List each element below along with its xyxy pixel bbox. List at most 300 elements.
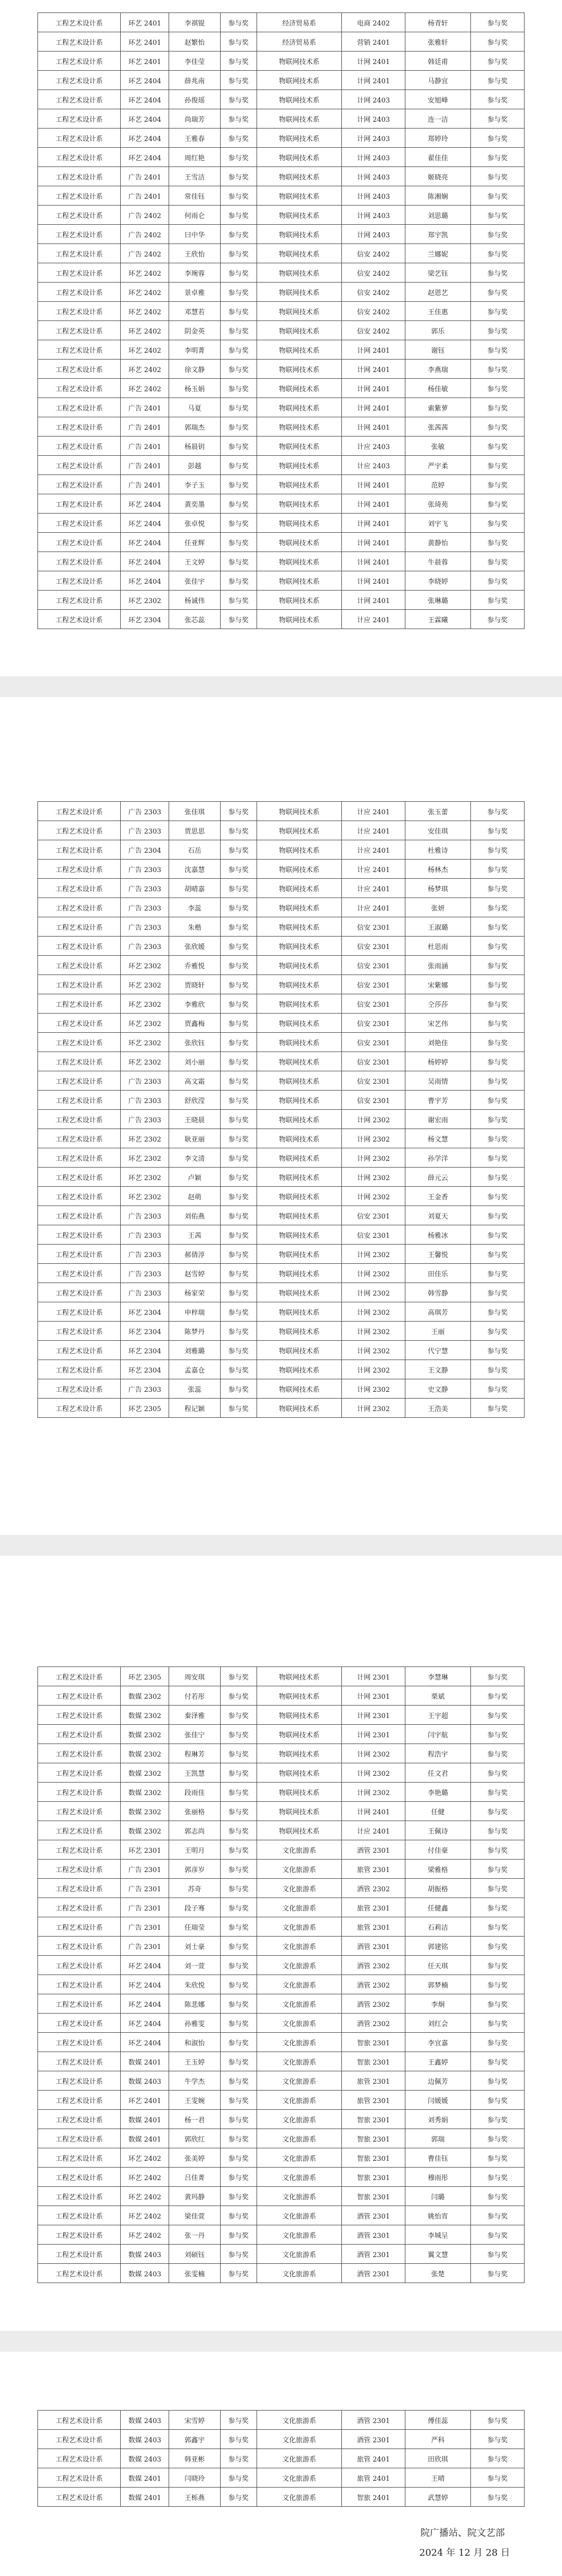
name-cell: 刘宇飞 bbox=[405, 514, 470, 533]
department-cell: 文化旅游系 bbox=[257, 2148, 342, 2168]
award-cell: 参与奖 bbox=[471, 2129, 525, 2148]
class-cell: 计网 2401 bbox=[342, 552, 405, 571]
department-cell: 工程艺术设计系 bbox=[38, 1860, 121, 1879]
table-row bbox=[38, 2033, 525, 2052]
department-cell: 工程艺术设计系 bbox=[38, 2468, 121, 2488]
name-cell: 尚瑞芳 bbox=[169, 109, 220, 129]
award-cell: 参与奖 bbox=[220, 2071, 257, 2091]
name-cell: 朱楷 bbox=[169, 917, 220, 937]
table-row bbox=[38, 1956, 525, 1975]
table-row bbox=[38, 917, 525, 937]
award-cell: 参与奖 bbox=[471, 1379, 525, 1399]
name-cell: 郭志尚 bbox=[169, 1821, 220, 1840]
award-cell: 参与奖 bbox=[220, 494, 257, 514]
department-cell: 工程艺术设计系 bbox=[38, 1937, 121, 1956]
department-cell: 工程艺术设计系 bbox=[38, 1879, 121, 1898]
department-cell: 工程艺术设计系 bbox=[38, 514, 121, 533]
table-row bbox=[38, 1148, 525, 1168]
name-cell: 郭鑫宇 bbox=[169, 2430, 220, 2449]
name-cell: 宋艺伟 bbox=[405, 1014, 470, 1033]
name-cell: 严科 bbox=[405, 2430, 470, 2449]
department-cell: 工程艺术设计系 bbox=[38, 2225, 121, 2245]
award-cell: 参与奖 bbox=[220, 1052, 257, 1071]
class-cell: 信安 2301 bbox=[342, 1033, 405, 1052]
table-row bbox=[38, 1802, 525, 1821]
table-row bbox=[38, 1283, 525, 1302]
table-row bbox=[38, 2245, 525, 2264]
department-cell: 工程艺术设计系 bbox=[38, 1033, 121, 1052]
department-cell: 工程艺术设计系 bbox=[38, 937, 121, 956]
name-cell: 郭彦岁 bbox=[169, 1860, 220, 1879]
table-row bbox=[38, 552, 525, 571]
department-cell: 物联网技术系 bbox=[257, 1763, 342, 1783]
table-row bbox=[38, 379, 525, 398]
class-cell: 环艺 2402 bbox=[120, 2168, 169, 2187]
class-cell: 计应 2401 bbox=[342, 860, 405, 879]
name-cell: 张佳琪 bbox=[169, 802, 220, 821]
award-cell: 参与奖 bbox=[471, 2430, 525, 2449]
class-cell: 环艺 2302 bbox=[120, 1052, 169, 1071]
name-cell: 彭越 bbox=[169, 456, 220, 475]
name-cell: 张琳璐 bbox=[405, 591, 470, 610]
class-cell: 计网 2401 bbox=[342, 360, 405, 379]
class-cell: 广告 2303 bbox=[120, 802, 169, 821]
name-cell: 刘一萱 bbox=[169, 1956, 220, 1975]
department-cell: 工程艺术设计系 bbox=[38, 1091, 121, 1110]
department-cell: 物联网技术系 bbox=[257, 475, 342, 494]
table-row bbox=[38, 1033, 525, 1052]
department-cell: 物联网技术系 bbox=[257, 167, 342, 186]
name-cell: 刘秀娟 bbox=[405, 2110, 470, 2129]
name-cell: 田欣琪 bbox=[405, 2449, 470, 2468]
table-row bbox=[38, 2225, 525, 2245]
department-cell: 工程艺术设计系 bbox=[38, 610, 121, 629]
class-cell: 智旅 2301 bbox=[342, 2129, 405, 2148]
department-cell: 工程艺术设计系 bbox=[38, 821, 121, 840]
table-row bbox=[38, 1264, 525, 1283]
name-cell: 薛元云 bbox=[405, 1168, 470, 1187]
name-cell: 王淑璐 bbox=[405, 917, 470, 937]
award-cell: 参与奖 bbox=[220, 302, 257, 321]
award-cell: 参与奖 bbox=[220, 552, 257, 571]
class-cell: 环艺 2404 bbox=[120, 90, 169, 109]
class-cell: 广告 2303 bbox=[120, 821, 169, 840]
department-cell: 物联网技术系 bbox=[257, 1168, 342, 1187]
class-cell: 环艺 2402 bbox=[120, 2206, 169, 2225]
name-cell: 张妍 bbox=[405, 898, 470, 917]
name-cell: 李佳莹 bbox=[169, 52, 220, 71]
department-cell: 物联网技术系 bbox=[257, 263, 342, 283]
class-cell: 计网 2403 bbox=[342, 109, 405, 129]
award-cell: 参与奖 bbox=[220, 1225, 257, 1245]
department-cell: 工程艺术设计系 bbox=[38, 2110, 121, 2129]
name-cell: 李祺锟 bbox=[169, 13, 220, 32]
department-cell: 物联网技术系 bbox=[257, 244, 342, 263]
class-cell: 广告 2303 bbox=[120, 917, 169, 937]
award-cell: 参与奖 bbox=[471, 2148, 525, 2168]
name-cell: 李艳璐 bbox=[405, 1783, 470, 1802]
department-cell: 工程艺术设计系 bbox=[38, 2264, 121, 2283]
table-row bbox=[38, 2430, 525, 2449]
class-cell: 智旅 2301 bbox=[342, 2110, 405, 2129]
department-cell: 工程艺术设计系 bbox=[38, 2148, 121, 2168]
department-cell: 物联网技术系 bbox=[257, 975, 342, 994]
award-cell: 参与奖 bbox=[471, 1994, 525, 2014]
award-cell: 参与奖 bbox=[220, 2225, 257, 2245]
department-cell: 工程艺术设计系 bbox=[38, 340, 121, 360]
award-cell: 参与奖 bbox=[471, 475, 525, 494]
class-cell: 环艺 2401 bbox=[120, 2091, 169, 2110]
name-cell: 张琦苑 bbox=[405, 494, 470, 514]
table-row bbox=[38, 533, 525, 552]
class-cell: 环艺 2401 bbox=[120, 32, 169, 52]
award-cell: 参与奖 bbox=[471, 1322, 525, 1341]
name-cell: 何雨仑 bbox=[169, 206, 220, 225]
name-cell: 安旭峰 bbox=[405, 90, 470, 109]
class-cell: 数媒 2403 bbox=[120, 2411, 169, 2430]
table-row bbox=[38, 206, 525, 225]
department-cell: 文化旅游系 bbox=[257, 2468, 342, 2488]
award-cell: 参与奖 bbox=[220, 186, 257, 206]
department-cell: 工程艺术设计系 bbox=[38, 2129, 121, 2148]
class-cell: 数媒 2403 bbox=[120, 2264, 169, 2283]
department-cell: 物联网技术系 bbox=[257, 1071, 342, 1091]
class-cell: 广告 2303 bbox=[120, 1283, 169, 1302]
class-cell: 广告 2402 bbox=[120, 225, 169, 244]
department-cell: 物联网技术系 bbox=[257, 417, 342, 437]
award-cell: 参与奖 bbox=[220, 109, 257, 129]
award-cell: 参与奖 bbox=[220, 2129, 257, 2148]
department-cell: 工程艺术设计系 bbox=[38, 840, 121, 860]
department-cell: 物联网技术系 bbox=[257, 533, 342, 552]
name-cell: 张茜茜 bbox=[405, 417, 470, 437]
department-cell: 工程艺术设计系 bbox=[38, 1302, 121, 1322]
award-table-2 bbox=[37, 801, 525, 1418]
department-cell: 工程艺术设计系 bbox=[38, 1225, 121, 1245]
name-cell: 黄奕墨 bbox=[169, 494, 220, 514]
class-cell: 广告 2303 bbox=[120, 1071, 169, 1091]
name-cell: 李燕瑞 bbox=[405, 360, 470, 379]
name-cell: 闫宇航 bbox=[405, 1725, 470, 1744]
class-cell: 信安 2301 bbox=[342, 994, 405, 1014]
table-row bbox=[38, 1840, 525, 1860]
table-row bbox=[38, 1322, 525, 1341]
award-cell: 参与奖 bbox=[220, 148, 257, 167]
department-cell: 工程艺术设计系 bbox=[38, 1763, 121, 1783]
award-cell: 参与奖 bbox=[220, 360, 257, 379]
class-cell: 计网 2401 bbox=[342, 379, 405, 398]
name-cell: 程记颖 bbox=[169, 1399, 220, 1418]
department-cell: 工程艺术设计系 bbox=[38, 1994, 121, 2014]
department-cell: 物联网技术系 bbox=[257, 1091, 342, 1110]
class-cell: 计应 2401 bbox=[342, 802, 405, 821]
class-cell: 计网 2302 bbox=[342, 1148, 405, 1168]
class-cell: 计网 2403 bbox=[342, 129, 405, 148]
department-cell: 文化旅游系 bbox=[257, 2091, 342, 2110]
class-cell: 计网 2403 bbox=[342, 167, 405, 186]
table-row bbox=[38, 1129, 525, 1148]
class-cell: 信安 2301 bbox=[342, 1225, 405, 1245]
name-cell: 王明月 bbox=[169, 1840, 220, 1860]
name-cell: 张佳宁 bbox=[169, 1725, 220, 1744]
department-cell: 物联网技术系 bbox=[257, 1302, 342, 1322]
department-cell: 工程艺术设计系 bbox=[38, 802, 121, 821]
award-cell: 参与奖 bbox=[220, 1283, 257, 1302]
award-cell: 参与奖 bbox=[220, 1148, 257, 1168]
department-cell: 工程艺术设计系 bbox=[38, 571, 121, 591]
name-cell: 张芯蕊 bbox=[169, 610, 220, 629]
award-cell: 参与奖 bbox=[471, 1879, 525, 1898]
class-cell: 环艺 2404 bbox=[120, 1975, 169, 1994]
award-cell: 参与奖 bbox=[471, 167, 525, 186]
award-cell: 参与奖 bbox=[220, 514, 257, 533]
award-cell: 参与奖 bbox=[471, 1360, 525, 1379]
class-cell: 广告 2303 bbox=[120, 1206, 169, 1225]
department-cell: 物联网技术系 bbox=[257, 1264, 342, 1283]
name-cell: 马夏 bbox=[169, 398, 220, 417]
department-cell: 文化旅游系 bbox=[257, 2225, 342, 2245]
award-cell: 参与奖 bbox=[220, 1071, 257, 1091]
award-cell: 参与奖 bbox=[471, 1302, 525, 1322]
class-cell: 广告 2304 bbox=[120, 840, 169, 860]
award-cell: 参与奖 bbox=[220, 475, 257, 494]
class-cell: 计网 2302 bbox=[342, 1302, 405, 1322]
award-cell: 参与奖 bbox=[471, 1917, 525, 1937]
department-cell: 物联网技术系 bbox=[257, 1110, 342, 1129]
department-cell: 物联网技术系 bbox=[257, 1148, 342, 1168]
class-cell: 信安 2301 bbox=[342, 975, 405, 994]
department-cell: 工程艺术设计系 bbox=[38, 1956, 121, 1975]
department-cell: 工程艺术设计系 bbox=[38, 225, 121, 244]
class-cell: 旅管 2301 bbox=[342, 1860, 405, 1879]
department-cell: 工程艺术设计系 bbox=[38, 1110, 121, 1129]
award-cell: 参与奖 bbox=[220, 1264, 257, 1283]
class-cell: 计网 2401 bbox=[342, 417, 405, 437]
award-cell: 参与奖 bbox=[471, 225, 525, 244]
name-cell: 王凯慧 bbox=[169, 1763, 220, 1783]
department-cell: 物联网技术系 bbox=[257, 398, 342, 417]
department-cell: 物联网技术系 bbox=[257, 1283, 342, 1302]
award-cell: 参与奖 bbox=[471, 2071, 525, 2091]
table-row bbox=[38, 2468, 525, 2488]
name-cell: 梁艺钰 bbox=[405, 263, 470, 283]
award-cell: 参与奖 bbox=[471, 1744, 525, 1763]
name-cell: 代宁慧 bbox=[405, 1341, 470, 1360]
name-cell: 卢颖 bbox=[169, 1168, 220, 1187]
class-cell: 广告 2402 bbox=[120, 244, 169, 263]
department-cell: 物联网技术系 bbox=[257, 956, 342, 975]
name-cell: 王文静 bbox=[405, 1360, 470, 1379]
class-cell: 计网 2302 bbox=[342, 1360, 405, 1379]
name-cell: 赵繁怡 bbox=[169, 32, 220, 52]
table-row bbox=[38, 1360, 525, 1379]
name-cell: 孙学洋 bbox=[405, 1148, 470, 1168]
class-cell: 酒管 2301 bbox=[342, 2225, 405, 2245]
class-cell: 信安 2402 bbox=[342, 244, 405, 263]
name-cell: 任健 bbox=[405, 1802, 470, 1821]
department-cell: 文化旅游系 bbox=[257, 2206, 342, 2225]
class-cell: 环艺 2305 bbox=[120, 1667, 169, 1686]
department-cell: 物联网技术系 bbox=[257, 360, 342, 379]
class-cell: 酒管 2302 bbox=[342, 1956, 405, 1975]
table-row bbox=[38, 610, 525, 629]
name-cell: 王佩诗 bbox=[405, 1821, 470, 1840]
award-cell: 参与奖 bbox=[471, 417, 525, 437]
class-cell: 酒管 2301 bbox=[342, 2411, 405, 2430]
award-cell: 参与奖 bbox=[471, 898, 525, 917]
name-cell: 张雯楠 bbox=[169, 2264, 220, 2283]
award-cell: 参与奖 bbox=[471, 379, 525, 398]
name-cell: 闫晓玲 bbox=[169, 2468, 220, 2488]
department-cell: 物联网技术系 bbox=[257, 1667, 342, 1686]
name-cell: 李炯 bbox=[405, 1994, 470, 2014]
table-row bbox=[38, 1975, 525, 1994]
department-cell: 工程艺术设计系 bbox=[38, 1744, 121, 1763]
name-cell: 牛学杰 bbox=[169, 2071, 220, 2091]
department-cell: 工程艺术设计系 bbox=[38, 1148, 121, 1168]
award-cell: 参与奖 bbox=[220, 2052, 257, 2071]
award-cell: 参与奖 bbox=[471, 879, 525, 898]
class-cell: 计网 2401 bbox=[342, 71, 405, 90]
name-cell: 王佳惠 bbox=[405, 302, 470, 321]
award-cell: 参与奖 bbox=[220, 533, 257, 552]
award-cell: 参与奖 bbox=[220, 571, 257, 591]
name-cell: 李蕊 bbox=[169, 898, 220, 917]
class-cell: 数媒 2401 bbox=[120, 2488, 169, 2507]
name-cell: 牛晨蓉 bbox=[405, 552, 470, 571]
award-cell: 参与奖 bbox=[220, 2430, 257, 2449]
department-cell: 物联网技术系 bbox=[257, 1360, 342, 1379]
department-cell: 工程艺术设计系 bbox=[38, 591, 121, 610]
table-row bbox=[38, 186, 525, 206]
award-cell: 参与奖 bbox=[220, 2187, 257, 2206]
name-cell: 王馨悦 bbox=[405, 1245, 470, 1264]
table-row bbox=[38, 1071, 525, 1091]
class-cell: 广告 2401 bbox=[120, 456, 169, 475]
name-cell: 赵恩艺 bbox=[405, 283, 470, 302]
class-cell: 数媒 2302 bbox=[120, 1686, 169, 1706]
table-row bbox=[38, 975, 525, 994]
class-cell: 环艺 2404 bbox=[120, 2033, 169, 2052]
name-cell: 栗斌 bbox=[405, 1686, 470, 1706]
department-cell: 工程艺术设计系 bbox=[38, 475, 121, 494]
table-row bbox=[38, 802, 525, 821]
name-cell: 段子骞 bbox=[169, 1898, 220, 1917]
name-cell: 韩雪静 bbox=[405, 1283, 470, 1302]
class-cell: 广告 2401 bbox=[120, 398, 169, 417]
name-cell: 周红艳 bbox=[169, 148, 220, 167]
award-cell: 参与奖 bbox=[220, 437, 257, 456]
class-cell: 酒管 2301 bbox=[342, 2245, 405, 2264]
name-cell: 王欣怡 bbox=[169, 244, 220, 263]
class-cell: 酒管 2301 bbox=[342, 2206, 405, 2225]
name-cell: 秦泽雅 bbox=[169, 1706, 220, 1725]
table-row bbox=[38, 1763, 525, 1783]
award-cell: 参与奖 bbox=[471, 975, 525, 994]
award-cell: 参与奖 bbox=[220, 1129, 257, 1148]
award-cell: 参与奖 bbox=[471, 1725, 525, 1744]
table-row bbox=[38, 71, 525, 90]
award-cell: 参与奖 bbox=[471, 1802, 525, 1821]
name-cell: 程琳芳 bbox=[169, 1744, 220, 1763]
award-cell: 参与奖 bbox=[220, 2014, 257, 2033]
award-cell: 参与奖 bbox=[220, 1821, 257, 1840]
department-cell: 物联网技术系 bbox=[257, 1399, 342, 1418]
award-cell: 参与奖 bbox=[220, 206, 257, 225]
award-cell: 参与奖 bbox=[220, 244, 257, 263]
class-cell: 环艺 2401 bbox=[120, 52, 169, 71]
class-cell: 环艺 2402 bbox=[120, 2187, 169, 2206]
table-row bbox=[38, 1783, 525, 1802]
table-row bbox=[38, 417, 525, 437]
class-cell: 计网 2302 bbox=[342, 1245, 405, 1264]
class-cell: 计网 2302 bbox=[342, 1168, 405, 1187]
class-cell: 信安 2301 bbox=[342, 1052, 405, 1071]
award-cell: 参与奖 bbox=[220, 591, 257, 610]
class-cell: 酒管 2302 bbox=[342, 1994, 405, 2014]
award-cell: 参与奖 bbox=[220, 1399, 257, 1418]
award-cell: 参与奖 bbox=[471, 90, 525, 109]
department-cell: 工程艺术设计系 bbox=[38, 1129, 121, 1148]
class-cell: 计网 2302 bbox=[342, 1763, 405, 1783]
name-cell: 杨诚伟 bbox=[169, 591, 220, 610]
class-cell: 智旅 2301 bbox=[342, 2187, 405, 2206]
class-cell: 广告 2303 bbox=[120, 937, 169, 956]
department-cell: 工程艺术设计系 bbox=[38, 898, 121, 917]
table-row bbox=[38, 437, 525, 456]
class-cell: 计网 2403 bbox=[342, 148, 405, 167]
department-cell: 工程艺术设计系 bbox=[38, 32, 121, 52]
name-cell: 陈梦丹 bbox=[169, 1322, 220, 1341]
name-cell: 史文静 bbox=[405, 1379, 470, 1399]
name-cell: 高琪芳 bbox=[405, 1302, 470, 1322]
award-cell: 参与奖 bbox=[220, 2110, 257, 2129]
award-cell: 参与奖 bbox=[471, 109, 525, 129]
department-cell: 工程艺术设计系 bbox=[38, 1322, 121, 1341]
department-cell: 工程艺术设计系 bbox=[38, 1341, 121, 1360]
department-cell: 文化旅游系 bbox=[257, 2052, 342, 2071]
award-cell: 参与奖 bbox=[220, 1341, 257, 1360]
name-cell: 刘小丽 bbox=[169, 1052, 220, 1071]
name-cell: 宋雪婷 bbox=[169, 2411, 220, 2430]
award-cell: 参与奖 bbox=[220, 802, 257, 821]
department-cell: 工程艺术设计系 bbox=[38, 206, 121, 225]
class-cell: 智旅 2301 bbox=[342, 2148, 405, 2168]
department-cell: 物联网技术系 bbox=[257, 456, 342, 475]
table-row bbox=[38, 2264, 525, 2283]
award-cell: 参与奖 bbox=[471, 1071, 525, 1091]
award-cell: 参与奖 bbox=[471, 2168, 525, 2187]
department-cell: 工程艺术设计系 bbox=[38, 533, 121, 552]
name-cell: 王茜 bbox=[169, 1225, 220, 1245]
table-row bbox=[38, 1879, 525, 1898]
department-cell: 物联网技术系 bbox=[257, 52, 342, 71]
name-cell: 杨婷婷 bbox=[405, 1052, 470, 1071]
award-cell: 参与奖 bbox=[471, 129, 525, 148]
award-cell: 参与奖 bbox=[471, 2468, 525, 2488]
name-cell: 刘硕钰 bbox=[169, 2245, 220, 2264]
page-separator bbox=[0, 676, 562, 697]
name-cell: 郑宇凯 bbox=[405, 225, 470, 244]
class-cell: 广告 2303 bbox=[120, 879, 169, 898]
class-cell: 环艺 2402 bbox=[120, 340, 169, 360]
class-cell: 计网 2301 bbox=[342, 1686, 405, 1706]
department-cell: 工程艺术设计系 bbox=[38, 2245, 121, 2264]
award-cell: 参与奖 bbox=[220, 2449, 257, 2468]
department-cell: 物联网技术系 bbox=[257, 302, 342, 321]
award-cell: 参与奖 bbox=[220, 456, 257, 475]
name-cell: 石岳 bbox=[169, 840, 220, 860]
